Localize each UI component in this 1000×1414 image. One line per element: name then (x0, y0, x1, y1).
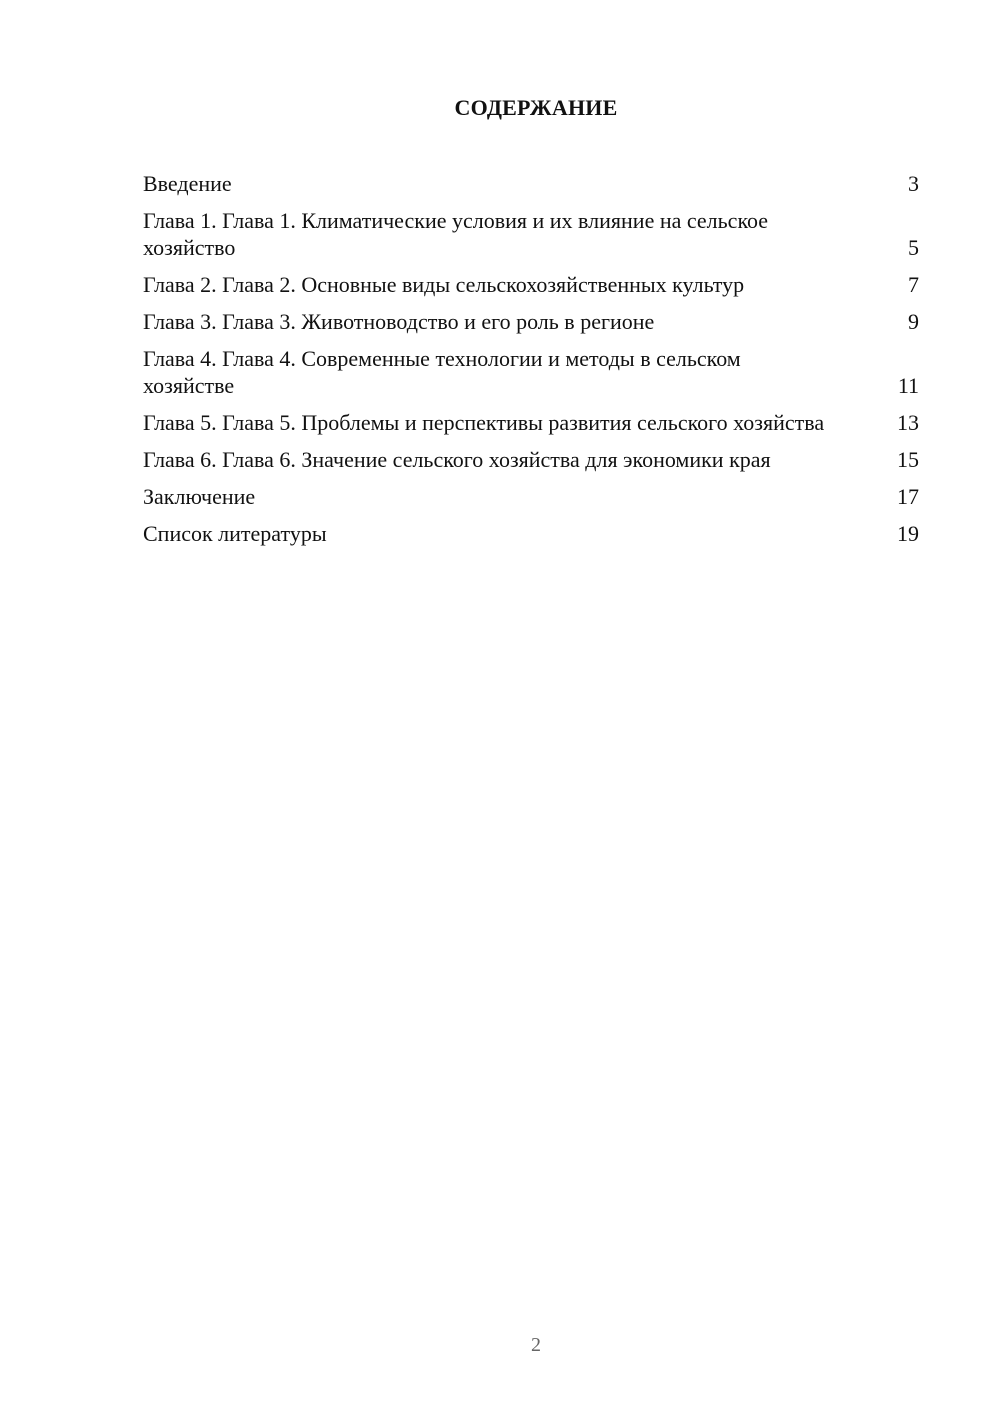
toc-entry-page: 19 (897, 521, 919, 546)
toc-entry-page: 5 (908, 235, 919, 260)
toc-entry-introduction (143, 170, 919, 197)
toc-entry-title: Введение (143, 171, 232, 196)
table-of-contents (143, 170, 919, 557)
page-number: 2 (531, 1334, 541, 1356)
toc-entry-title: Глава 5. Глава 5. Проблемы и перспективы развития сельского хозяйства (143, 410, 825, 435)
toc-entry-chapter-2 (143, 271, 919, 298)
toc-entry-page: 7 (908, 272, 919, 297)
toc-entry-references (143, 520, 919, 547)
toc-entry-chapter-1 (143, 207, 919, 261)
toc-entry-title: Глава 4. Глава 4. Современные технологии и методы в сельском хозяйстве (143, 346, 741, 398)
toc-entry-page: 13 (897, 410, 919, 435)
toc-entry-title: Глава 6. Глава 6. Значение сельского хозяйства для экономики края (143, 447, 771, 472)
toc-entry-conclusion (143, 483, 919, 510)
toc-entry-title: Заключение (143, 484, 256, 509)
toc-entry-title: Глава 1. Глава 1. Климатические условия и их влияние на сельское хозяйство (143, 208, 769, 260)
toc-entry-page: 11 (897, 373, 919, 398)
toc-entry-chapter-5 (143, 409, 919, 436)
toc-entry-title: Глава 2. Глава 2. Основные виды сельскохозяйственных культур (143, 272, 745, 297)
toc-entry-chapter-3 (143, 308, 919, 335)
toc-entry-chapter-6 (143, 446, 919, 473)
toc-entry-page: 15 (897, 447, 919, 472)
toc-entry-chapter-4 (143, 345, 919, 399)
toc-entry-page: 17 (897, 484, 919, 509)
toc-entry-title: Список литературы (143, 521, 327, 546)
toc-entry-page: 3 (908, 171, 919, 196)
page-title: СОДЕРЖАНИЕ (454, 95, 618, 120)
toc-entry-page: 9 (908, 309, 919, 334)
toc-entry-title: Глава 3. Глава 3. Животноводство и его роль в регионе (143, 309, 655, 334)
